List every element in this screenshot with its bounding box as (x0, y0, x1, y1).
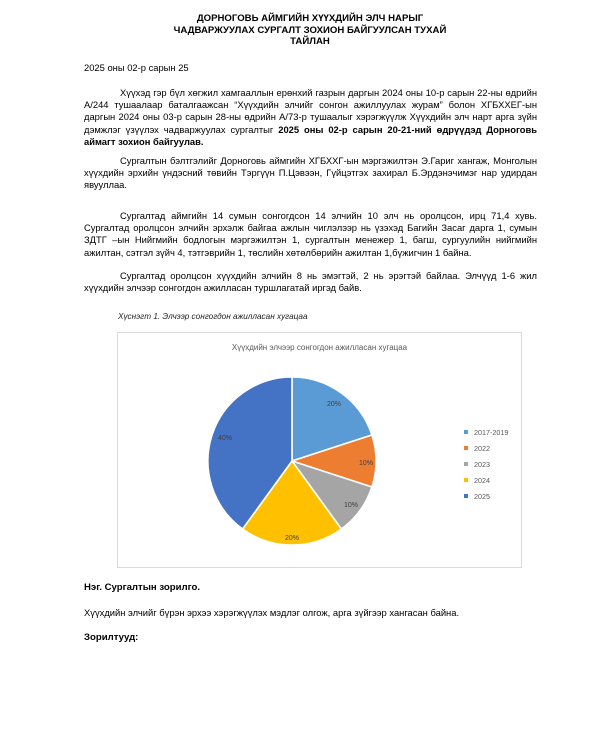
paragraph-participants (84, 210, 537, 259)
figure-caption: Хүснэгт 1. Элчээр сонгогдон ажилласан хугацаа (118, 312, 308, 321)
legend-item-2024 (464, 472, 508, 488)
legend-swatch-icon (464, 494, 468, 498)
organizers-text: Сургалтын бэлтгэлийг Дорноговь аймгийн ХГБХХГ-ын мэргэжилтэн Э.Гариг хангаж, Монголын хүүхдийн эрхийн үндэсний төвийн Тэргүүн П.Цэвээн, Гүйцэтгэх захирал Б.Эрдэнэчимэг нар удирдан явууллаа. (84, 155, 537, 191)
label-2017-2019: 20% (326, 401, 342, 408)
legend-item-2022 (464, 440, 508, 456)
legend-label: 2023 (474, 459, 490, 469)
report-date: 2025 оны 02-р сарын 25 (84, 62, 189, 73)
report-title (80, 13, 540, 48)
title-line-2: ЧАДВАРЖУУЛАХ СУРГАЛТ ЗОХИОН БАЙГУУЛСАН ТУХАЙ (173, 24, 447, 36)
chart-legend (464, 424, 508, 504)
intro-text: Хүүхэд гэр бүл хөгжил хамгааллын ерөнхий газрын даргын 2024 оны 10-р сарын 22-ны өдрийн А/244 тушаалаар баталгаажсан “Хүүхдийн элчийг сонгон ажиллуулах журам” болон ХГБХХЕГ-ын даргын 2024 оны 03-р сарын 28-ны өдрийн А/73-р тушаалыг хэрэгжүүлж Хүүхдийн элч нарт арга зүйн дэмжлэг үзүүлэх чадваржуулах сургалтыг (84, 87, 537, 135)
paragraph-gender (84, 270, 537, 294)
legend-swatch-icon (464, 478, 468, 482)
legend-label: 2025 (474, 491, 490, 501)
chart-title: Хүүхдийн элчээр сонгогдон ажилласан хугацаа (231, 343, 408, 352)
label-2025: 40% (217, 435, 233, 442)
legend-swatch-icon (464, 446, 468, 450)
legend-label: 2017-2019 (474, 427, 509, 437)
pie-graphic (118, 333, 523, 569)
section-objectives-heading: Зорилтууд: (84, 632, 139, 643)
intro-bold-text: 2025 оны 02-р сарын 20-21-ний өдрүүдэд Дорноговь аймагт зохион байгуулав. (84, 123, 537, 147)
gender-text: Сургалтад оролцсон хүүхдийн элчийн 8 нь эмэгтэй, 2 нь эрэгтэй байлаа. Элчүүд 1-6 жил хүүхдийн элчээр сонгогдон ажилласан туршлагатай иргэд байв. (84, 270, 537, 294)
section-goal-text: Хүүхдийн элчийг бүрэн эрхээ хэрэгжүүлэх мэдлэг олгож, арга зүйгээр хангасан байна. (84, 607, 460, 618)
label-2024: 20% (284, 535, 300, 542)
legend-item-2017-2019 (464, 424, 508, 440)
legend-swatch-icon (464, 462, 468, 466)
pie-chart (117, 332, 522, 568)
paragraph-intro (84, 87, 537, 148)
legend-swatch-icon (464, 430, 468, 434)
section-goal-heading: Нэг. Сургалтын зорилго. (84, 582, 201, 593)
participants-text: Сургалтад аймгийн 14 сумын сонгогдсон 14 элчийн 10 элч нь оролцсон, ирц 71,4 хувь. Сургалтад оролцсон элчийн эрхэлж байгаа ажлын чиглэлээр нь үзэхэд Багийн Засаг дарга 1, сумын ЗДТГ –ын Нийгмийн бодлогын мэргэжилтэн 1, сургалтын менежер 1, багш, сургуулийн нийгмийн ажилтан, сэтгэл зүйч 4, тэтгэврийн 1, төслийн хөтөлбөрийн ажилтан 1,бүжигчин 1 байна. (84, 210, 537, 258)
title-line-3: ТАЙЛАН (290, 36, 330, 48)
legend-label: 2022 (474, 443, 490, 453)
label-2023: 10% (343, 502, 359, 509)
title-line-1: ДОРНОГОВЬ АЙМГИЙН ХҮҮХДИЙН ЭЛЧ НАРЫГ (196, 13, 424, 24)
label-2022: 10% (358, 460, 374, 467)
legend-item-2023 (464, 456, 508, 472)
legend-label: 2024 (474, 475, 490, 485)
legend-item-2025 (464, 488, 508, 504)
paragraph-organizers (84, 155, 537, 192)
